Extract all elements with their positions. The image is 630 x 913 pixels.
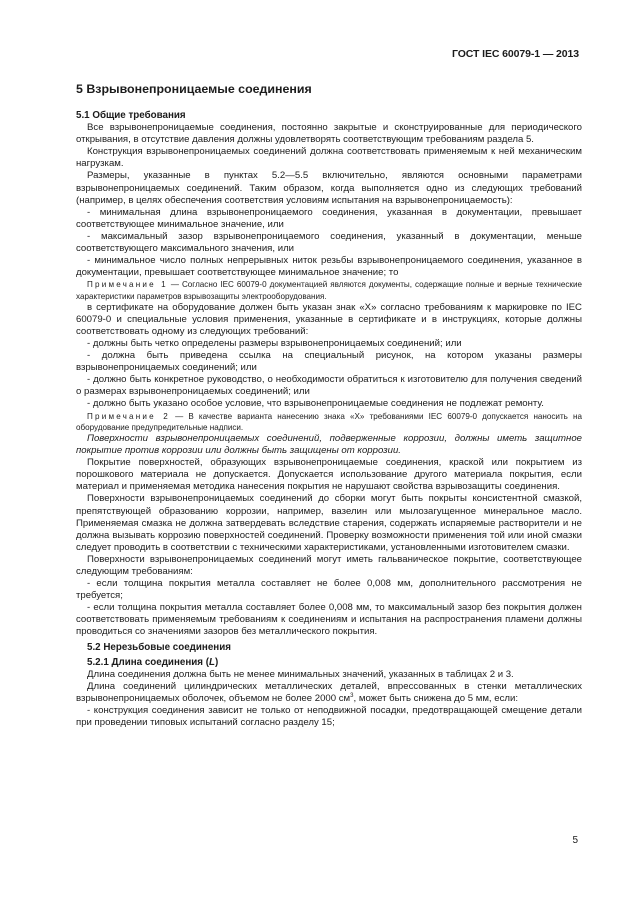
- note-1-label: Примечание 1: [87, 280, 168, 290]
- list-item: - минимальная длина взрывонепроницаемого соединения, указанная в документации, превышает соответствующее минимальное значение, или: [76, 206, 582, 230]
- title-variable: L: [208, 656, 215, 668]
- paragraph: в сертификате на оборудование должен быть указан знак «Х» согласно требованиям к маркировке по IEC 60079-0 и специальные условия применения, указанные в сертификате и в инструкциях, которые должны соответствовать одному из следующих требований:: [76, 301, 582, 337]
- title-suffix: ): [214, 656, 219, 668]
- subsection-title-5-1: 5.1 Общие требования: [76, 110, 186, 121]
- note-1: [76, 279, 582, 301]
- page-content: [76, 82, 582, 729]
- subsection-title-5-2: 5.2 Нерезьбовые соединения: [87, 641, 231, 653]
- note-2-text: — В качестве варианта нанесению знака «Х» требованиями IEC 60079-0 допускается наносить на оборудование предупредительные надписи.: [76, 411, 583, 432]
- document-header: ГОСТ IEC 60079-1 — 2013: [452, 48, 579, 60]
- paragraph: Конструкция взрывонепроницаемых соединений должна соответствовать применяемым к ней механическим нагрузкам.: [76, 146, 582, 170]
- paragraph: Покрытие поверхностей, образующих взрывонепроницаемые соединения, краской или покрытием из порошкового материала не допускается. Допускается использование другого материала покрытия, если материал и применяемая методика нанесения покрытия не нарушают свойства взрывозащиты соединения.: [76, 457, 582, 493]
- list-item: - должно быть конкретное руководство, о необходимости обратиться к изготовителю для получения сведений о размерах взрывонепроницаемых соединений; или: [76, 374, 582, 398]
- subsection-title-5-2-1: [76, 657, 582, 669]
- paragraph-part-b: , может быть снижена до 5 мм, если:: [353, 692, 518, 704]
- paragraph-part-a: Длина соединений цилиндрических металлических деталей, впрессованных в стенки металлических взрывонепроницаемых оболочек, объемом не более 2000 см: [76, 680, 582, 704]
- note-2: [76, 411, 582, 433]
- note-2-label: Примечание 2: [87, 411, 170, 421]
- page-number: 5: [572, 835, 578, 846]
- paragraph: Поверхности взрывонепроницаемых соединений до сборки могут быть покрыты консистентной смазкой, препятствующей образованию коррозии, например, вазелин или мылозагущенное минеральное масло. Применяемая смазка не должна затвердевать вследствие старения, содержать испаряемые растворители и не должна вызывать коррозию поверхностей соединений. Проверку возможности применения той или иной смазки следует проводить в соответствии с техническими характеристиками, установленными изготовителем смазки.: [76, 493, 582, 553]
- list-item: - должна быть приведена ссылка на специальный рисунок, на котором указаны размеры взрывонепроницаемых соединений; или: [76, 350, 582, 374]
- list-item: - максимальный зазор взрывонепроницаемого соединения, указанный в документации, меньше соответствующего максимального значения, или: [76, 230, 582, 255]
- list-item: - если толщина покрытия металла составляет не более 0,008 мм, дополнительного рассмотрения не требуется;: [76, 578, 582, 602]
- paragraph: Поверхности взрывонепроницаемых соединений могут иметь гальваническое покрытие, соответствующее следующим требованиям:: [76, 553, 582, 577]
- list-item: - должны быть четко определены размеры взрывонепроницаемых соединений; или: [87, 338, 462, 349]
- paragraph: Длина соединения должна быть не менее минимальных значений, указанных в таблицах 2 и 3.: [87, 668, 514, 680]
- list-item: - должно быть указано особое условие, что взрывонепроницаемые соединения не подлежат ремонту.: [87, 398, 544, 410]
- list-item: - конструкция соединения зависит не только от неподвижной посадки, предотвращающей смещение детали при проведении типовых испытаний согласно разделу 15;: [76, 705, 582, 729]
- paragraph: [76, 681, 582, 705]
- list-item: - минимальное число полных непрерывных ниток резьбы взрывонепроницаемого соединения, указанное в документации, превышает соответствующее минимальное значение; то: [76, 255, 582, 279]
- title-prefix: 5.2.1 Длина соединения (: [87, 656, 209, 668]
- superscript: 3: [350, 692, 354, 699]
- note-1-text: — Согласно IEC 60079-0 документацией являются документы, содержащие полные и верные технические характеристики параметров взрывозащиты электрооборудования.: [76, 280, 582, 301]
- italic-paragraph: Поверхности взрывонепроницаемых соединений, подверженные коррозии, должны иметь защитное покрытие против коррозии или должны быть защищены от коррозии.: [76, 432, 582, 457]
- section-title: 5 Взрывонепроницаемые соединения: [76, 82, 312, 96]
- paragraph: Размеры, указанные в пунктах 5.2—5.5 включительно, являются основными параметрами взрывонепроницаемых соединений. Таким образом, когда выполняется одно из следующих требований (например, в целях обеспечения соответствия условиям испытания на взрывонепроницаемость):: [76, 170, 582, 206]
- list-item: - если толщина покрытия металла составляет более 0,008 мм, то максимальный зазор без покрытия должен соответствовать применяемым требованиям к соединениям и испытания на распространения пламени должны проводиться со значениями зазоров без металлического покрытия.: [76, 602, 582, 638]
- paragraph: Все взрывонепроницаемые соединения, постоянно закрытые и сконструированные для периодического открывания, в отсутствие давления должны удовлетворять соответствующим требованиям раздела 5.: [76, 122, 582, 146]
